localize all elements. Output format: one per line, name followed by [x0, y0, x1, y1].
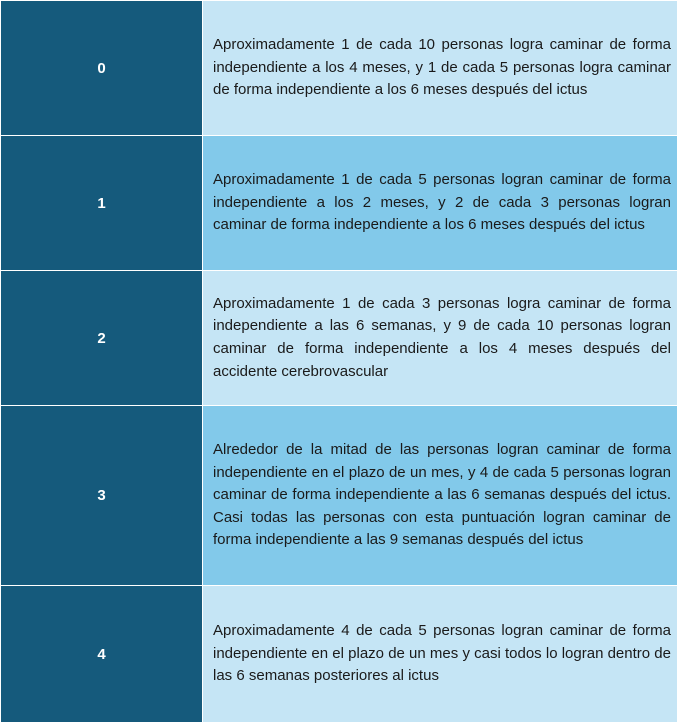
table-row	[1, 406, 678, 586]
description-cell: Alrededor de la mitad de las personas logran caminar de forma independiente en el plazo de un mes, y 4 de cada 5 personas logran caminar de forma independiente a las 6 semanas después del ictus. Casi todas las personas con esta puntuación logran caminar de forma independiente a las 9 semanas después del ictus	[203, 406, 678, 586]
score-cell: 1	[1, 136, 203, 271]
score-cell: 3	[1, 406, 203, 586]
table-row	[1, 586, 678, 723]
table-row	[1, 136, 678, 271]
score-cell: 4	[1, 586, 203, 723]
description-cell: Aproximadamente 1 de cada 10 personas logra caminar de forma independiente a los 4 meses, y 1 de cada 5 personas logra caminar de forma independiente a los 6 meses después del ictus	[203, 1, 678, 136]
score-cell: 0	[1, 1, 203, 136]
description-cell: Aproximadamente 1 de cada 5 personas logran caminar de forma independiente a los 2 meses, y 2 de cada 3 personas logran caminar de forma independiente a los 6 meses después del ictus	[203, 136, 678, 271]
table-row	[1, 1, 678, 136]
description-cell: Aproximadamente 1 de cada 3 personas logra caminar de forma independiente a las 6 semanas, y 9 de cada 10 personas logran caminar de forma independiente a los 4 meses después del accidente cerebrovascular	[203, 271, 678, 406]
score-cell: 2	[1, 271, 203, 406]
description-cell: Aproximadamente 4 de cada 5 personas logran caminar de forma independiente en el plazo de un mes y casi todos lo logran dentro de las 6 semanas posteriores al ictus	[203, 586, 678, 723]
table-row	[1, 271, 678, 406]
